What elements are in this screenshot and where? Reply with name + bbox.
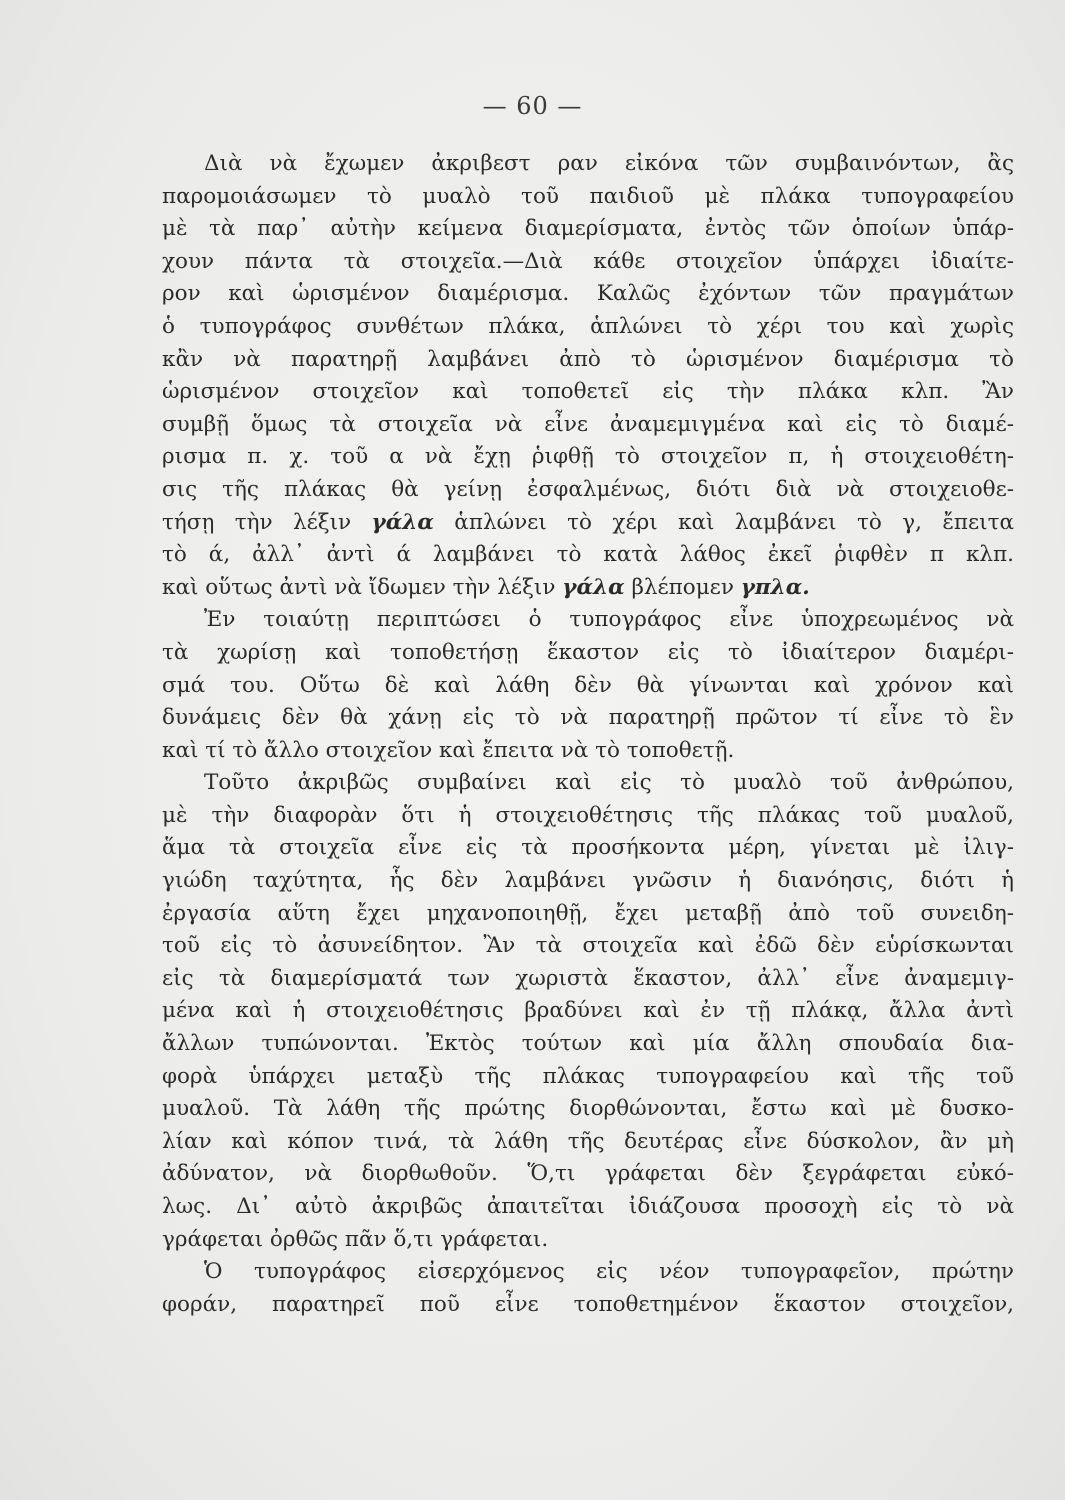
text-segment: τὰ χωρίσῃ καὶ τοποθετήσῃ ἕκαστον εἰς τὸ ἰδιαίτερον διαμέρι- [162,639,1014,665]
text-segment: τοῦ εἰς τὸ ἀσυνείδητον. Ἂν τὰ στοιχεῖα καὶ ἐδῶ δὲν εὑρίσκωνται [162,933,1014,959]
text-line [162,181,1014,214]
text-segment: κἂν νὰ παρατηρῇ λαμβάνει ἀπὸ τὸ ὡρισμένον διαμέρισμα τὸ [162,346,1014,372]
text-line [162,278,1014,311]
text-segment: σις τῆς πλάκας θὰ γείνῃ ἐσφαλμένως, διότι διὰ νὰ στοιχειοθε- [162,476,1014,502]
text-segment: ρον καὶ ὡρισμένον διαμέρισμα. Καλῶς ἐχόντων τῶν πραγμάτων [162,281,1014,307]
text-segment: συμβῇ ὅμως τὰ στοιχεῖα νὰ εἶνε ἀναμεμιγμένα καὶ εἰς τὸ διαμέ- [162,411,1014,437]
text-line [162,1256,1014,1289]
text-segment: μένα καὶ ἡ στοιχειοθέτησις βραδύνει καὶ ἐν τῇ πλάκᾳ, ἄλλα ἀντὶ [162,998,1014,1024]
text-segment: ἅμα τὰ στοιχεῖα εἶνε εἰς τὰ προσήκοντα μέρη, γίνεται μὲ ἰλιγ- [162,835,1014,861]
text-line [162,767,1014,800]
text-segment: δυνάμεις δὲν θὰ χάνῃ εἰς τὸ νὰ παρατηρῇ πρῶτον τί εἶνε τὸ ἓν [162,705,1014,731]
text-line [162,735,1014,768]
text-segment: μὲ τὴν διαφορὰν ὅτι ἡ στοιχειοθέτησις τῆς πλάκας τοῦ μυαλοῦ, [162,802,1014,828]
text-segment: τὸ ά, ἀλλ᾽ ἀντὶ ά λαμβάνει τὸ κατὰ λάθος ἐκεῖ ῥιφθὲν π κλπ. [162,542,1014,568]
page-number: — 60 — [482,92,583,120]
emphasized-word: γάλα [371,509,434,535]
text-line [162,213,1014,246]
text-line [162,441,1014,474]
text-segment: ἐργασία αὕτη ἔχει μηχανοποιηθῇ, ἔχει μεταβῇ ἀπὸ τοῦ συνειδη- [162,900,1014,926]
text-segment: καὶ τί τὸ ἄλλο στοιχεῖον καὶ ἔπειτα νὰ τὸ τοποθετῇ. [162,737,735,763]
text-segment: Ὁ τυπογράφος εἰσερχόμενος εἰς νέον τυπογραφεῖον, πρώτην [204,1259,1014,1285]
text-line [162,702,1014,735]
text-line [162,507,1014,540]
body-text [162,148,1014,1321]
text-line [162,604,1014,637]
text-line [162,148,1014,181]
text-line [162,572,1014,605]
text-line [162,1061,1014,1094]
text-line [162,376,1014,409]
text-segment: ρισμα π. χ. τοῦ α νὰ ἔχῃ ῥιφθῇ τὸ στοιχεῖον π, ἡ στοιχειοθέτη- [162,444,1014,470]
text-segment: Ἐν τοιαύτῃ περιπτώσει ὁ τυπογράφος εἶνε ὑποχρεωμένος νὰ [204,607,1014,633]
text-line [162,865,1014,898]
text-segment: Διὰ νὰ ἔχωμεν ἀκριβεστ ραν εἰκόνα τῶν συμβαινόντων, ἂς [204,151,1014,176]
text-segment: καὶ οὕτως ἀντὶ νὰ ἴδωμεν τὴν λέξιν [162,574,563,600]
text-line [162,963,1014,996]
text-line [162,995,1014,1028]
text-line [162,832,1014,865]
emphasized-word: γπλα. [740,574,810,600]
text-segment: μυαλοῦ. Τὰ λάθη τῆς πρώτης διορθώνονται, ἔστω καὶ μὲ δυσκο- [162,1096,1014,1122]
text-line [162,898,1014,931]
text-segment: ὡρισμένον στοιχεῖον καὶ τοποθετεῖ εἰς τὴν πλάκα κλπ. Ἂν [162,379,1014,405]
text-line [162,1289,1014,1322]
text-line [162,1126,1014,1159]
text-segment: γράφεται ὀρθῶς πᾶν ὅ,τι γράφεται. [162,1226,549,1252]
text-line [162,930,1014,963]
text-segment: λίαν καὶ κόπον τινά, τὰ λάθη τῆς δευτέρας εἶνε δύσκολον, ἂν μὴ [162,1128,1014,1154]
text-line [162,311,1014,344]
text-segment: εἰς τὰ διαμερίσματά των χωριστὰ ἕκαστον, ἀλλ᾽ εἶνε ἀναμεμιγ- [162,965,1014,991]
text-line [162,1191,1014,1224]
text-segment: ἀδύνατον, νὰ διορθωθοῦν. Ὅ,τι γράφεται δὲν ξεγράφεται εὐκό- [162,1161,1014,1187]
text-segment: φοράν, παρατηρεῖ ποῦ εἶνε τοποθετημένον ἕκαστον στοιχεῖον, [162,1291,1014,1317]
text-line [162,246,1014,279]
emphasized-word: γάλα [562,574,625,600]
text-line [162,1224,1014,1257]
text-segment: γιώδη ταχύτητα, ἧς δὲν λαμβάνει γνῶσιν ἡ διανόησις, διότι ἡ [162,868,1014,894]
text-line [162,539,1014,572]
text-segment: τήσῃ τὴν λέξιν [162,509,372,535]
text-segment: ἄλλων τυπώνονται. Ἐκτὸς τούτων καὶ μία ἄλλη σπουδαία δια- [162,1031,1014,1057]
text-line [162,1093,1014,1126]
text-segment: ἁπλώνει τὸ χέρι καὶ λαμβάνει τὸ γ, ἔπειτα [433,509,1014,535]
text-line [162,409,1014,442]
text-line [162,474,1014,507]
text-line [162,344,1014,377]
text-segment: παρομοιάσωμεν τὸ μυαλὸ τοῦ παιδιοῦ μὲ πλάκα τυπογραφείου [162,183,1014,209]
text-line [162,670,1014,703]
text-line [162,1028,1014,1061]
text-line [162,1158,1014,1191]
text-segment: βλέπομεν [624,574,741,600]
text-line [162,637,1014,670]
text-segment: σμά του. Οὕτω δὲ καὶ λάθη δὲν θὰ γίνωνται καὶ χρόνον καὶ [162,672,1014,698]
text-segment: μὲ τὰ παρ᾽ αὐτὴν κείμενα διαμερίσματα, ἐντὸς τῶν ὁποίων ὑπάρ- [162,216,1014,242]
text-line [162,800,1014,833]
text-segment: ὁ τυπογράφος συνθέτων πλάκα, ἁπλώνει τὸ χέρι του καὶ χωρὶς [162,313,1014,339]
text-segment: φορὰ ὑπάρχει μεταξὺ τῆς πλάκας τυπογραφείου καὶ τῆς τοῦ [162,1063,1014,1089]
text-segment: Τοῦτο ἀκριβῶς συμβαίνει καὶ εἰς τὸ μυαλὸ τοῦ ἀνθρώπου, [204,770,1014,796]
text-segment: λως. Δι᾽ αὐτὸ ἀκριβῶς ἀπαιτεῖται ἰδιάζουσα προσοχὴ εἰς τὸ νὰ [162,1194,1014,1219]
text-segment: χουν πάντα τὰ στοιχεῖα.—Διὰ κάθε στοιχεῖον ὑπάρχει ἰδιαίτε- [162,248,1014,274]
